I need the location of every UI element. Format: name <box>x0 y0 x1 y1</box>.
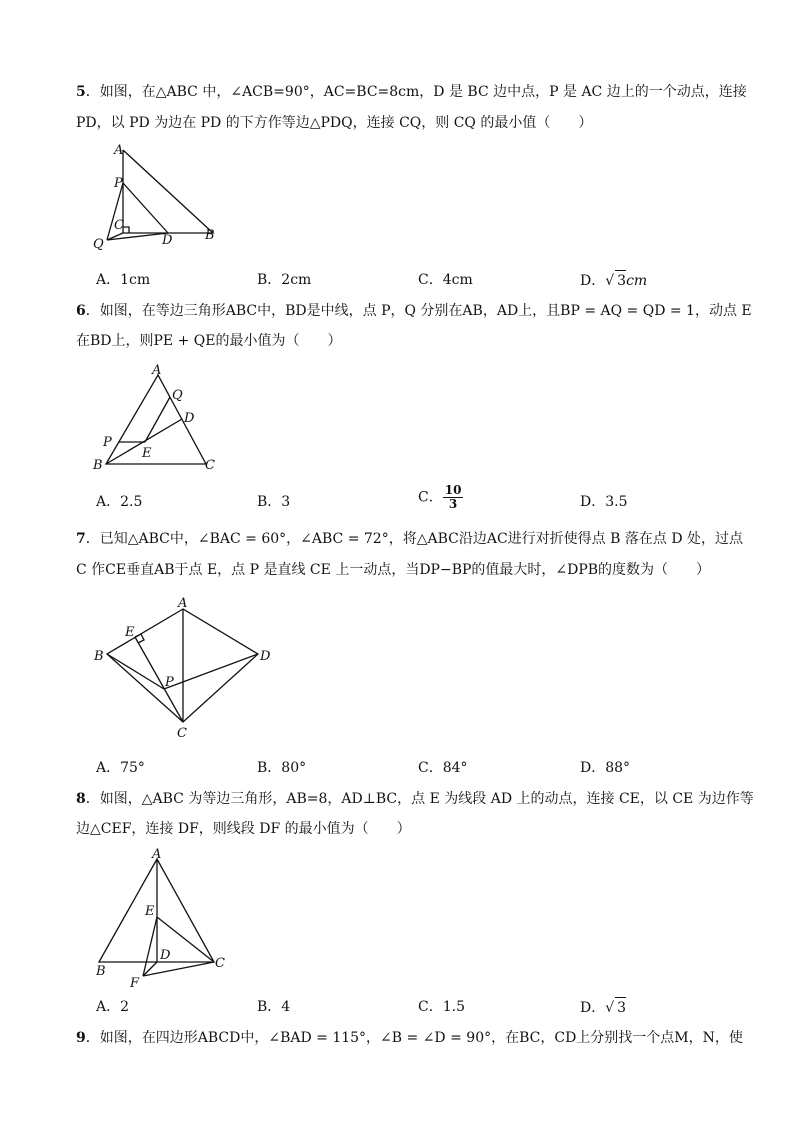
q9-number: 9 <box>76 1030 86 1046</box>
q8-line-2: 边△CEF，连接 DF，则线段 DF 的最小值为（ ） <box>76 821 411 837</box>
q7-number: 7 <box>76 531 86 547</box>
q6-label-p: P <box>103 435 112 450</box>
q5-figure <box>90 145 230 255</box>
q8-label-e: E <box>145 904 155 919</box>
q5-number: 5 <box>76 84 86 100</box>
q7-label-a: A <box>178 596 188 611</box>
q5-option-d-sqrt: 3 <box>615 270 626 291</box>
q6-option-c: C． $\frac{10}{3}$ <box>418 483 462 511</box>
q5-label-c: C <box>114 218 124 233</box>
q5-label-a: A <box>114 143 124 158</box>
q8-option-a: A．2 <box>96 999 130 1015</box>
q8-option-d: D．√ 3 <box>580 997 626 1018</box>
q8-option-d-sqrt: 3 <box>615 997 626 1018</box>
q8-label-c: C <box>215 956 225 971</box>
q6-label-d: D <box>184 411 195 426</box>
q8-label-a: A <box>152 847 162 862</box>
q7-line-1 <box>76 529 743 549</box>
q8-segment-ef <box>143 917 157 976</box>
q7-segment-bp <box>107 654 164 689</box>
q6-label-a: A <box>152 363 162 378</box>
q5-label-d: D <box>162 233 173 248</box>
q5-label-q: Q <box>93 237 104 252</box>
q6-line-2: 在BD上，则PE + QE的最小值为（ ） <box>76 333 342 349</box>
q8-label-d: D <box>160 948 171 963</box>
q8-text-1: ．如图，△ABC 为等边三角形，AB=8，AD⊥BC，点 E 为线段 AD 上的动点，连接 CE，以 CE 为边作等 <box>85 791 754 807</box>
q7-label-d: D <box>260 649 271 664</box>
q7-line-2: C 作CE垂直AB于点 E，点 P 是直线 CE 上一动点，当DP−BP的值最大时，∠DPB的度数为（ ） <box>76 562 711 578</box>
q8-option-c: C．1.5 <box>418 999 465 1015</box>
q5-label-p: P <box>114 176 123 191</box>
q8-label-f: F <box>130 976 140 991</box>
q6-number: 6 <box>76 303 86 319</box>
q6-figure <box>90 362 230 477</box>
q8-number: 8 <box>76 791 86 807</box>
q6-label-b: B <box>93 458 103 473</box>
q6-line-1 <box>76 301 752 321</box>
q5-line-2: PD，以 PD 为边在 PD 的下方作等边△PDQ，连接 CQ，则 CQ 的最小值（ ） <box>76 115 593 131</box>
q5-option-c: C．4cm <box>418 272 473 288</box>
q7-option-b: B．80° <box>257 760 307 776</box>
q6-segment-qe <box>145 397 170 442</box>
q7-label-e: E <box>125 625 135 640</box>
q7-option-d: D．88° <box>580 760 631 776</box>
q7-segment-ce <box>135 637 183 722</box>
q8-option-b: B．4 <box>257 999 291 1015</box>
q6-option-a: A．2.5 <box>96 494 143 510</box>
q7-option-a: A．75° <box>96 760 145 776</box>
q6-label-e: E <box>142 446 152 461</box>
q5-label-b: B <box>205 228 215 243</box>
q9-text-1: ．如图，在四边形ABCD中，∠BAD = 115°，∠B = ∠D = 90°，在BC，CD上分别找一个点M，N，使 <box>85 1030 743 1046</box>
q6-text-1: ．如图，在等边三角形ABC中，BD是中线，点 P，Q 分别在AB，AD上，且BP = AQ = QD = 1，动点 E <box>85 303 752 319</box>
q7-label-p: P <box>165 675 174 690</box>
q5-option-a: A．1cm <box>96 272 151 288</box>
q5-text-1: ．如图，在△ABC 中，∠ACB=90°，AC=BC=8cm，D 是 BC 边中点，P 是 AC 边上的一个动点，连接 <box>85 84 747 100</box>
q7-label-b: B <box>94 649 104 664</box>
q5-segment-pd <box>123 183 168 233</box>
q8-segment-fc <box>143 962 214 976</box>
q7-figure <box>90 592 290 747</box>
q6-label-q: Q <box>172 388 183 403</box>
q5-option-d: D．√ 3cm <box>580 270 647 291</box>
q6-option-b: B．3 <box>257 494 291 510</box>
q8-line-1 <box>76 789 754 809</box>
q5-option-b: B．2cm <box>257 272 312 288</box>
q5-line-1 <box>76 82 747 102</box>
q7-label-c: C <box>177 726 187 741</box>
q6-label-c: C <box>205 458 215 473</box>
q8-label-b: B <box>96 964 106 979</box>
q8-figure <box>90 845 240 990</box>
q5-triangle-abc <box>123 150 213 233</box>
q6-option-d: D．3.5 <box>580 494 628 510</box>
q6-option-c-fraction: $\frac{10}{3}$ <box>444 483 462 511</box>
q7-text-1: ．已知△ABC中，∠BAC = 60°，∠ABC = 72°，将△ABC沿边AC进行对折使得点 B 落在点 D 处，过点 <box>85 531 743 547</box>
q7-option-c: C．84° <box>418 760 468 776</box>
q7-segment-dp <box>164 654 258 689</box>
q9-line-1 <box>76 1028 743 1048</box>
